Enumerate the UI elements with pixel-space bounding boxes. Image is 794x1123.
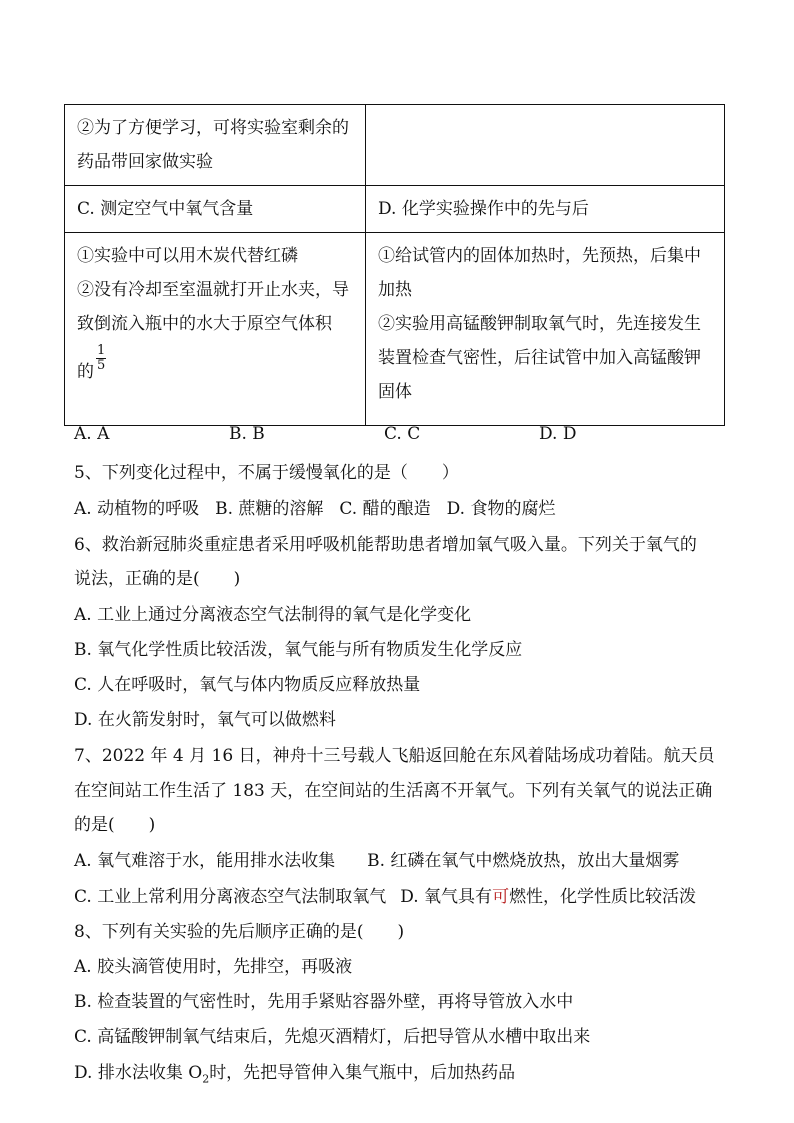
option: A. A <box>74 424 110 444</box>
table-cell <box>65 105 366 186</box>
q7-options-row2 <box>74 882 696 907</box>
stamp-mark: 可 <box>492 887 510 907</box>
q5-options <box>74 494 555 519</box>
cell-line: 加热 <box>378 280 412 300</box>
cell-line: 药品带回家做实验 <box>77 152 213 172</box>
q6-option-b: B. 氧气化学性质比较活泼，氧气能与所有物质发生化学反应 <box>74 640 523 660</box>
q7-stem-line: 在空间站工作生活了 183 天，在空间站的生活离不开氧气。下列有关氧气的说法正确 <box>74 781 713 801</box>
cell-line: ②实验用高锰酸钾制取氧气时，先连接发生 <box>378 314 701 334</box>
q6-stem-line: 6、救治新冠肺炎重症患者采用呼吸机能帮助患者增加氧气吸入量。下列关于氧气的 <box>74 535 697 555</box>
cell-line: ①给试管内的固体加热时，先预热，后集中 <box>378 246 701 266</box>
cell-line: ①实验中可以用木炭代替红磷 <box>77 246 298 266</box>
q7-stem-line: 的是( ) <box>74 815 156 835</box>
table-cell-empty <box>366 105 725 186</box>
option: C. C <box>384 424 421 444</box>
q8-option-b: B. 检查装置的气密性时，先用手紧贴容器外壁，再将导管放入水中 <box>74 992 574 1012</box>
q7-stem-line: 7、2022 年 4 月 16 日，神舟十三号载人飞船返回舱在东风着陆场成功着陆。航天员 <box>74 746 715 766</box>
q7-option-a: A. 氧气难溶于水，能用排水法收集 <box>74 851 336 871</box>
cell-line: 致倒流入瓶中的水大于原空气体积 <box>77 314 332 334</box>
cell-line: ②没有冷却至室温就打开止水夹，导 <box>77 280 349 300</box>
cell-line: 装置检查气密性，后往试管中加入高锰酸钾 <box>378 348 701 368</box>
option: A. 动植物的呼吸 <box>74 499 200 519</box>
table-row <box>65 233 725 426</box>
fraction <box>96 344 106 373</box>
q6-option-d: D. 在火箭发射时，氧气可以做燃料 <box>74 710 336 730</box>
table-row <box>65 105 725 186</box>
table-cell <box>65 233 366 426</box>
q6-stem-line: 说法，正确的是( ) <box>74 569 241 589</box>
table-cell <box>366 233 725 426</box>
q8-option-d: D. 排水法收集 $O_2$时，先把导管伸入集气瓶中，后加热药品 <box>74 1063 516 1086</box>
fraction-denominator: 5 <box>97 358 106 373</box>
q7-options-row1 <box>74 846 679 871</box>
q7-option-b: B. 红磷在氧气中燃烧放热，放出大量烟雾 <box>367 851 680 871</box>
option: D. D <box>539 424 577 444</box>
q6-option-c: C. 人在呼吸时，氧气与体内物质反应释放热量 <box>74 675 421 695</box>
q8-option-c: C. 高锰酸钾制氧气结束后，先熄灭酒精灯，后把导管从水槽中取出来 <box>74 1027 591 1047</box>
option-c-heading: C. 测定空气中氧气含量 <box>65 186 366 233</box>
table-row <box>65 186 725 233</box>
q4-options <box>74 424 694 444</box>
q7-option-c: C. 工业上常利用分离液态空气法制取氧气 <box>74 887 387 907</box>
options-table <box>64 104 725 426</box>
q6-option-a: A. 工业上通过分离液态空气法制得的氧气是化学变化 <box>74 605 472 625</box>
cell-line-fraction <box>77 343 355 389</box>
option: D. 食物的腐烂 <box>446 499 556 519</box>
option: B. 蔗糖的溶解 <box>215 499 324 519</box>
option-d-heading: D. 化学实验操作中的先与后 <box>366 186 725 233</box>
q8-stem: 8、下列有关实验的先后顺序正确的是( ) <box>74 922 405 942</box>
q7-option-d: D. 氧气具有可燃性，化学性质比较活泼 <box>400 887 697 907</box>
cell-line: 固体 <box>378 382 412 402</box>
subscript: 2 <box>202 1072 210 1086</box>
fraction-numerator: 1 <box>97 343 106 358</box>
option: C. 醋的酿造 <box>339 499 431 519</box>
tail-text: 的 <box>77 362 94 382</box>
option: B. B <box>229 424 265 444</box>
q8-option-a: A. 胶头滴管使用时，先排空，再吸液 <box>74 957 353 977</box>
cell-line: ②为了方便学习，可将实验室剩余的 <box>77 118 349 138</box>
q5-stem: 5、下列变化过程中，不属于缓慢氧化的是（ ） <box>74 463 459 483</box>
